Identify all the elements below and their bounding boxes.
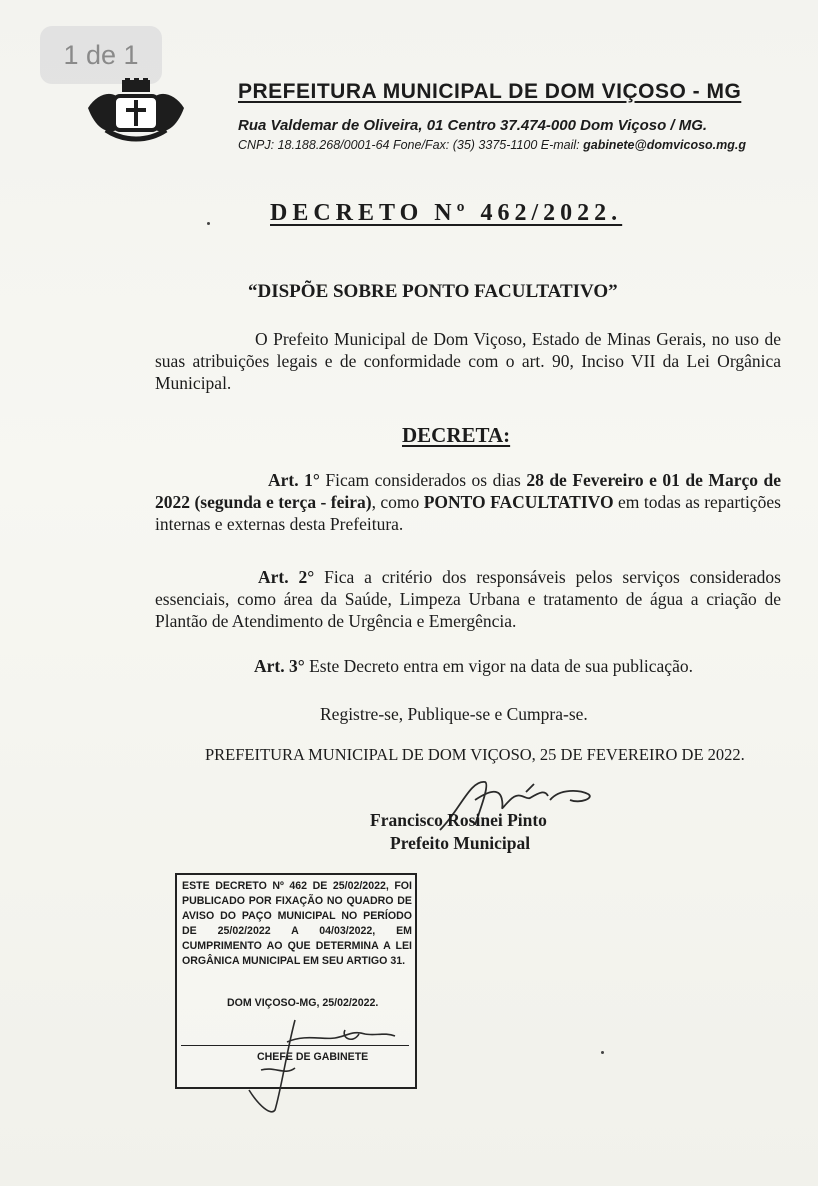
closing-line: Registre-se, Publique-se e Cumpra-se. [320,704,588,724]
chief-of-staff-signature [235,1010,415,1120]
article-2 [155,566,781,632]
paper-speck [601,1051,604,1054]
article-2-text: Fica a critério dos responsáveis pelos serviços considerados essenciais, como área da Saúde, Limpeza Urbana e tratamento de água a criação de Plantão de Atendimento de Urgência e Emergência. [155,567,781,631]
paper-speck [207,222,210,225]
article-3 [254,656,693,677]
decree-title: DECRETO Nº 462/2022. [270,200,623,226]
signatory-name: Francisco Rosinei Pinto [370,810,547,830]
article-1 [155,469,781,535]
article-1-text-c: em todas as repartições internas e externas desta Prefeitura. [155,492,781,534]
place-date-line: PREFEITURA MUNICIPAL DE DOM VIÇOSO, 25 DE FEVEREIRO DE 2022. [205,745,745,764]
decreta-heading: DECRETA: [402,423,511,447]
article-1-term: PONTO FACULTATIVO [423,492,614,512]
decree-subject: “DISPÕE SOBRE PONTO FACULTATIVO” [248,281,618,302]
stamp-role: CHEFE DE GABINETE [257,1051,369,1063]
article-1-label: Art. 1° [268,470,320,490]
article-1-text-a: Ficam considerados os dias [319,470,527,490]
contact-email: gabinete@domvicoso.mg.g [583,138,747,152]
article-3-text: Este Decreto entra em vigor na data de sua publicação. [304,656,693,676]
article-1-text-b: , como [371,492,424,512]
page-counter: 1 de 1 [40,26,162,84]
article-3-label: Art. 3° [254,656,305,676]
stamp-text: ESTE DECRETO Nº 462 DE 25/02/2022, FOI PUBLICADO POR FIXAÇÃO NO QUADRO DE AVISO DO PAÇO MUNICIPAL NO PERÍODO DE 25/02/2022 A 04/03/2022, EM CUMPRIMENTO AO QUE DETERMINA A LEI ORGÂNICA MUNICIPAL EM SEU ARTIGO 31. [182,880,412,968]
municipal-coat-of-arms-icon [84,78,188,142]
letterhead-contact [238,138,746,152]
signatory-role: Prefeito Municipal [390,833,531,853]
contact-text: CNPJ: 18.188.268/0001-64 Fone/Fax: (35) 3375-1100 E-mail: [238,138,584,152]
letterhead-title: PREFEITURA MUNICIPAL DE DOM VIÇOSO - MG [238,80,742,103]
article-1-dates: 28 de Fevereiro e 01 de Março de 2022 (segunda e terça - feira) [155,470,781,512]
stamp-place-date: DOM VIÇOSO-MG, 25/02/2022. [227,997,379,1009]
article-2-label: Art. 2° [258,567,315,587]
letterhead-address: Rua Valdemar de Oliveira, 01 Centro 37.474-000 Dom Viçoso / MG. [238,117,708,134]
preamble-paragraph: O Prefeito Municipal de Dom Viçoso, Estado de Minas Gerais, no uso de suas atribuições legais e de conformidade com o art. 90, Inciso VII da Lei Orgânica Municipal. [155,329,781,393]
